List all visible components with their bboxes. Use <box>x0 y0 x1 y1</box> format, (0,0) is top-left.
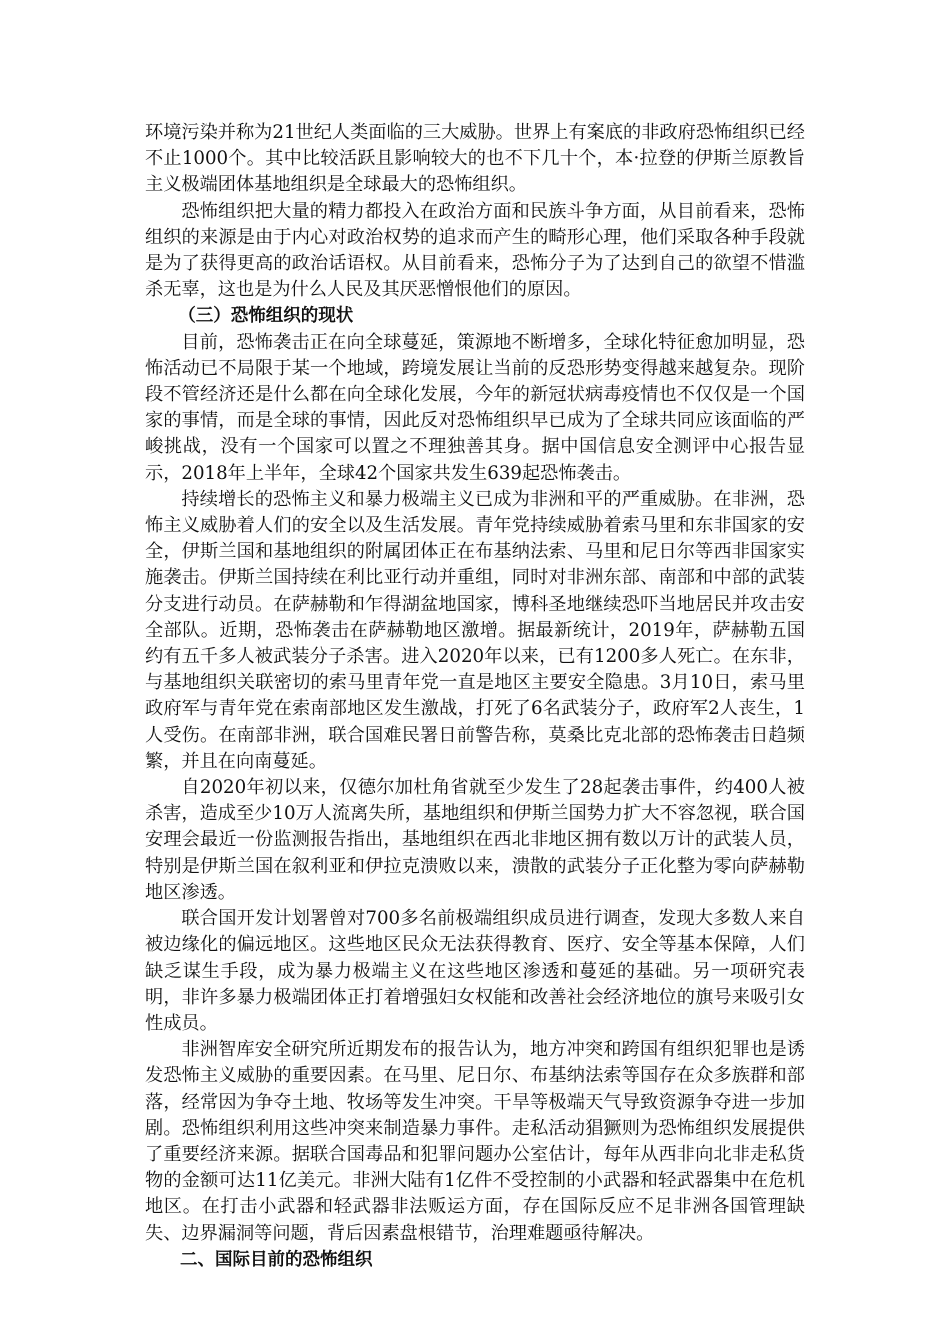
document-body <box>145 120 805 1273</box>
paragraph-cabo-delgado: 自2020年初以来，仅德尔加杜角省就至少发生了28起袭击事件，约400人被杀害，造成至少10万人流离失所，基地组织和伊斯兰国势力扩大不容忽视，联合国安理会最近一份监测报告指出，基地组织在西北非地区拥有数以万计的武装人员，特别是伊斯兰国在叙利亚和伊拉克溃败以来，溃散的武装分子正化整为零向萨赫勒地区渗透。 <box>145 777 805 903</box>
paragraph-continuation: 环境污染并称为21世纪人类面临的三大威胁。世界上有案底的非政府恐怖组织已经不止1000个。其中比较活跃且影响较大的也不下几十个，本·拉登的伊斯兰原教旨主义极端团体基地组织是全球最大的恐怖组织。 <box>145 122 805 196</box>
paragraph-africa-threat: 持续增长的恐怖主义和暴力极端主义已成为非洲和平的严重威胁。在非洲，恐怖主义威胁着人们的安全以及生活发展。青年党持续威胁着索马里和东非国家的安全，伊斯兰国和基地组织的附属团体正在布基纳法索、马里和尼日尔等西非国家实施袭击。伊斯兰国持续在利比亚行动并重组，同时对非洲东部、南部和中部的武装分支进行动员。在萨赫勒和乍得湖盆地国家，博科圣地继续恐吓当地居民并攻击安全部队。近期，恐怖袭击在萨赫勒地区激增。据最新统计，2019年，萨赫勒五国约有五千多人被武装分子杀害。进入2020年以来，已有1200多人死亡。在东非，与基地组织关联密切的索马里青年党一直是地区主要安全隐患。3月10日，索马里政府军与青年党在索南部地区发生激战，打死了6名武装分子，政府军2人丧生，1人受伤。在南部非洲，联合国难民署日前警告称，莫桑比克北部的恐怖袭击日趋频繁，并且在向南蔓延。 <box>145 488 805 772</box>
subsection-heading-status: （三）恐怖组织的现状 <box>178 306 354 327</box>
paragraph-undp-survey: 联合国开发计划署曾对700多名前极端组织成员进行调查，发现大多数人来自被边缘化的偏远地区。这些地区民众无法获得教育、医疗、安全等基本保障，人们缺乏谋生手段，成为暴力极端主义在这些地区渗透和蔓延的基础。另一项研究表明，非许多暴力极端团体正打着增强妇女权能和改善社会经济地位的旗号来吸引女性成员。 <box>145 908 805 1034</box>
paragraph-origin: 恐怖组织把大量的精力都投入在政治方面和民族斗争方面，从目前看来，恐怖组织的来源是由于内心对政治权势的追求而产生的畸形心理，他们采取各种手段就是为了获得更高的政治话语权。从目前看来，恐怖分子为了达到自己的欲望不惜滥杀无辜，这也是为什么人民及其厌恶憎恨他们的原因。 <box>145 200 805 301</box>
paragraph-global-spread: 目前，恐怖袭击正在向全球蔓延，策源地不断增多，全球化特征愈加明显，恐怖活动已不局限于某一个地域，跨境发展让当前的反恐形势变得越来越复杂。现阶段不管经济还是什么都在向全球化发展，今年的新冠状病毒疫情也不仅仅是一个国家的事情，而是全球的事情，因此反对恐怖组织早已成为了全球共同应该面临的严峻挑战，没有一个国家可以置之不理独善其身。据中国信息安全测评中心报告显示，2018年上半年，全球42个国家共发生639起恐怖袭击。 <box>145 331 805 484</box>
section-heading-international: 二、国际目前的恐怖组织 <box>180 1249 373 1270</box>
paragraph-iss-report: 非洲智库安全研究所近期发布的报告认为，地方冲突和跨国有组织犯罪也是诱发恐怖主义威胁的重要因素。在马里、尼日尔、布基纳法索等国存在众多族群和部落，经常因为争夺土地、牧场等发生冲突。干旱等极端天气导致资源争夺进一步加剧。恐怖组织利用这些冲突来制造暴力事件。走私活动猖獗则为恐怖组织发展提供了重要经济来源。据联合国毒品和犯罪问题办公室估计，每年从西非向北非走私货物的金额可达11亿美元。非洲大陆有1亿件不受控制的小武器和轻武器集中在危机地区。在打击小武器和轻武器非法贩运方面，存在国际反应不足非洲各国管理缺失、边界漏洞等问题，背后因素盘根错节，治理难题亟待解决。 <box>145 1039 805 1244</box>
